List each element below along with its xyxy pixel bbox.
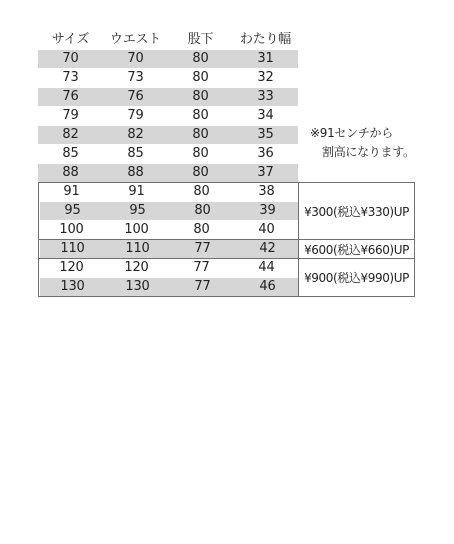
cell-inseam: 80 [192, 146, 209, 161]
cell-waist: 91 [128, 184, 145, 199]
cell-waist: 76 [127, 89, 144, 104]
table-row [39, 259, 299, 277]
table-row [38, 107, 298, 125]
cell-thigh-width: 35 [257, 127, 274, 142]
table-row [38, 164, 298, 182]
price-group-600 [38, 239, 415, 259]
surcharge-note-line2: 割高になります。 [322, 145, 415, 159]
cell-size: 79 [62, 108, 79, 123]
cell-waist: 70 [127, 51, 144, 66]
table-row [39, 183, 299, 201]
cell-size: 70 [62, 51, 79, 66]
price-label: ¥600(税込¥660)UP [304, 242, 409, 257]
cell-size: 110 [60, 241, 85, 256]
cell-waist: 79 [127, 108, 144, 123]
cell-inseam: 80 [192, 51, 209, 66]
cell-inseam: 80 [192, 108, 209, 123]
header-waist: ウエスト [109, 32, 162, 47]
table-row [38, 69, 298, 87]
cell-waist: 82 [127, 127, 144, 142]
cell-thigh-width: 38 [258, 184, 275, 199]
price-label: ¥900(税込¥990)UP [304, 271, 409, 285]
cell-inseam: 80 [192, 70, 209, 85]
cell-thigh-width: 44 [258, 260, 275, 275]
table-row [38, 145, 298, 163]
cell-size: 130 [60, 279, 85, 294]
cell-thigh-width: 32 [257, 70, 274, 85]
header-size: サイズ [51, 32, 90, 47]
cell-thigh-width: 31 [257, 51, 274, 66]
cell-size: 82 [62, 127, 79, 142]
cell-waist: 130 [125, 279, 150, 294]
cell-waist: 95 [129, 203, 146, 218]
cell-waist: 73 [127, 70, 144, 85]
cell-inseam: 80 [192, 165, 209, 180]
table-row [40, 240, 298, 258]
table-row [40, 278, 298, 296]
surcharge-note-line1: ※91センチから [310, 126, 393, 140]
cell-size: 76 [62, 89, 79, 104]
cell-inseam: 80 [194, 203, 211, 218]
cell-inseam: 80 [192, 89, 209, 104]
cell-inseam: 80 [192, 127, 209, 142]
cell-inseam: 77 [194, 241, 211, 256]
cell-inseam: 80 [193, 222, 210, 237]
table-row [39, 221, 299, 239]
header-inseam: 股下 [187, 32, 214, 47]
cell-thigh-width: 37 [257, 165, 274, 180]
cell-waist: 88 [127, 165, 144, 180]
price-group-300 [38, 182, 415, 240]
cell-size: 85 [62, 146, 79, 161]
cell-size: 73 [62, 70, 79, 85]
table-row [38, 88, 298, 106]
cell-thigh-width: 42 [259, 241, 276, 256]
cell-thigh-width: 39 [259, 203, 276, 218]
cell-waist: 85 [127, 146, 144, 161]
price-group-900 [38, 258, 415, 297]
cell-size: 88 [62, 165, 79, 180]
cell-thigh-width: 34 [257, 108, 274, 123]
cell-thigh-width: 46 [259, 279, 276, 294]
price-label: ¥300(税込¥330)UP [304, 204, 409, 219]
cell-waist: 100 [124, 222, 149, 237]
cell-inseam: 80 [193, 184, 210, 199]
table-row [38, 50, 298, 68]
cell-size: 95 [64, 203, 81, 218]
cell-thigh-width: 33 [257, 89, 274, 104]
cell-size: 100 [59, 222, 84, 237]
header-thigh-width: わたり幅 [239, 32, 292, 47]
cell-thigh-width: 40 [258, 222, 275, 237]
table-row [38, 126, 298, 144]
cell-waist: 110 [125, 241, 150, 256]
surcharge-note [310, 124, 426, 162]
cell-waist: 120 [124, 260, 149, 275]
cell-inseam: 77 [193, 260, 210, 275]
cell-inseam: 77 [194, 279, 211, 294]
table-row [40, 202, 298, 220]
cell-size: 120 [59, 260, 84, 275]
table-header-row [38, 31, 298, 49]
cell-thigh-width: 36 [257, 146, 274, 161]
cell-size: 91 [63, 184, 80, 199]
